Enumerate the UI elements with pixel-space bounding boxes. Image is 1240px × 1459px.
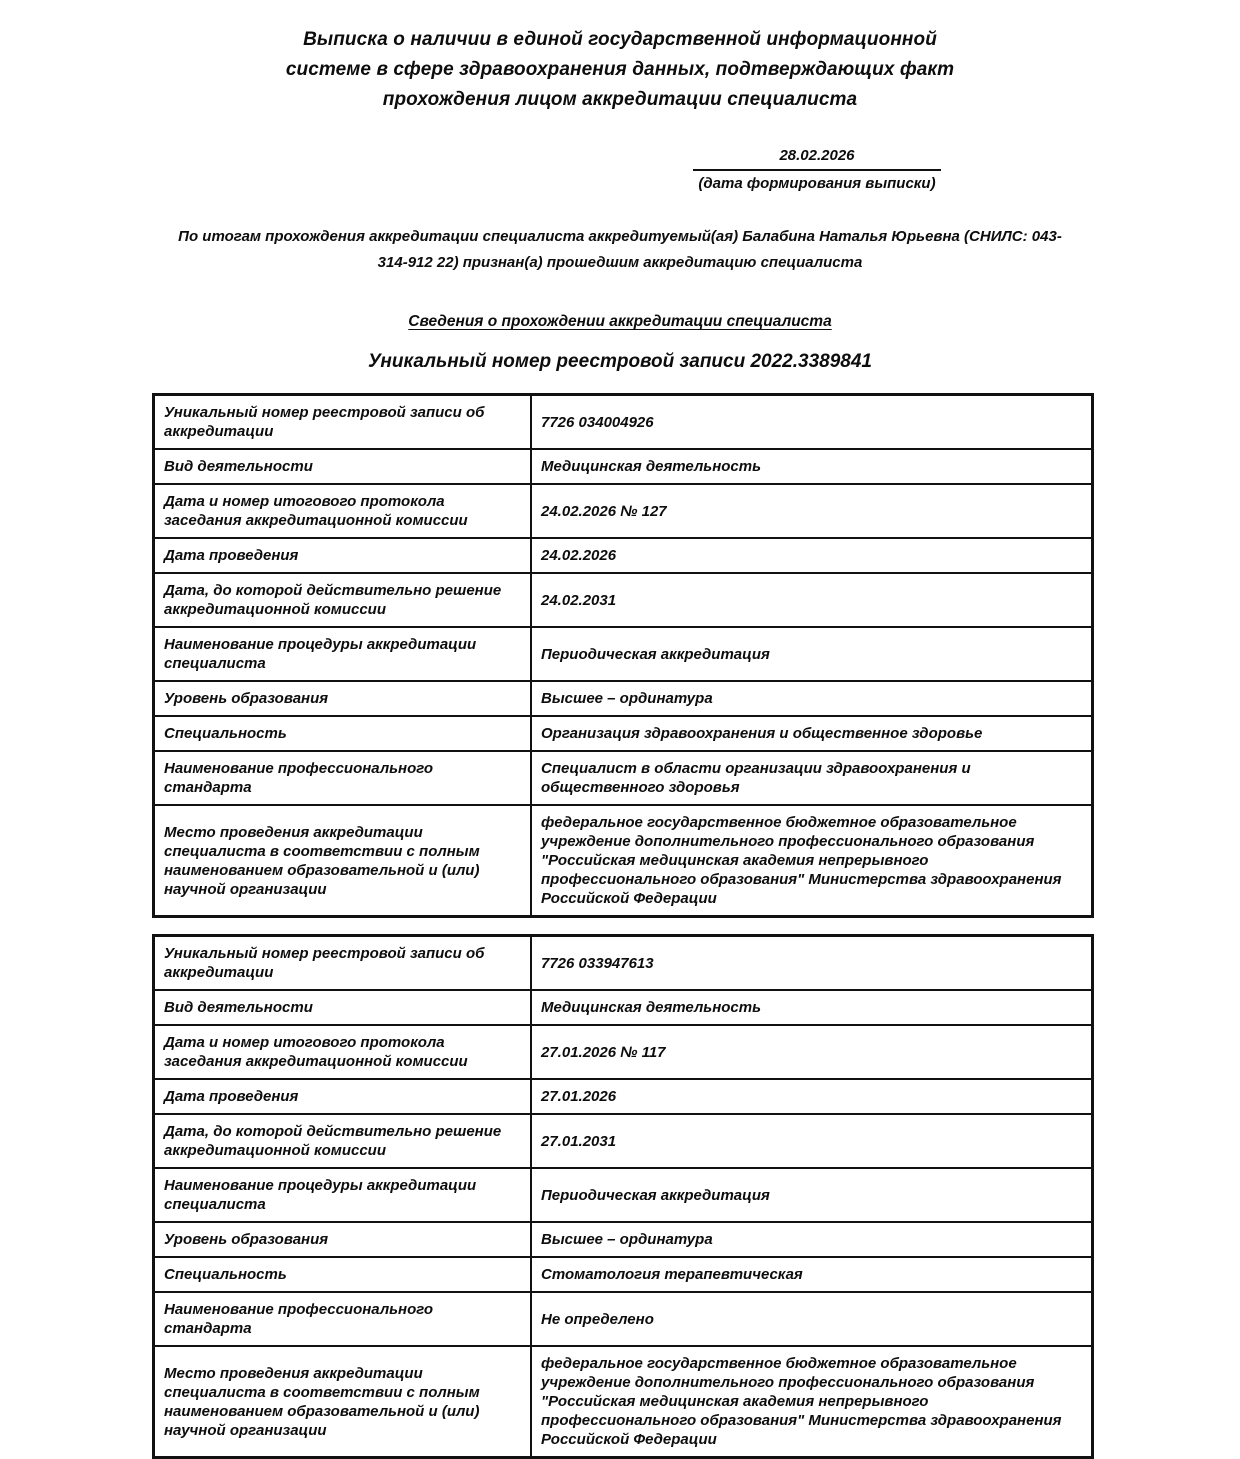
row-value: Не определено [531,1292,1093,1346]
table-row [154,1079,1093,1114]
row-value: 7726 034004926 [531,395,1093,450]
row-label: Дата, до которой действительно решение аккредитационной комиссии [154,1114,532,1168]
generation-date-caption: (дата формирования выписки) [698,175,936,192]
row-value: Высшее – ординатура [531,1222,1093,1257]
row-label: Дата, до которой действительно решение аккредитационной комиссии [154,573,532,627]
document-title-line: системе в сфере здравоохранения данных, подтверждающих факт [285,59,955,80]
intro-line: 314-912 22) признан(а) прошедшим аккредитацию специалиста [377,254,863,271]
accreditation-table-2 [152,934,1094,1459]
registry-record-heading: Уникальный номер реестровой записи 2022.3389841 [368,351,872,372]
row-label: Дата проведения [154,538,532,573]
row-value: Периодическая аккредитация [531,627,1093,681]
row-value: Периодическая аккредитация [531,1168,1093,1222]
row-label: Наименование профессионального стандарта [154,751,532,805]
row-value: 24.02.2031 [531,573,1093,627]
row-value: федеральное государственное бюджетное образовательное учреждение дополнительного профессионального образования "Российская медицинская академия непрерывного профессионального образования" Министерства здравоохранения Российской Федерации [531,1346,1093,1458]
row-value: Медицинская деятельность [531,990,1093,1025]
row-value: Стоматология терапевтическая [531,1257,1093,1292]
row-label: Дата и номер итогового протокола заседания аккредитационной комиссии [154,484,532,538]
row-value: 24.02.2026 [531,538,1093,573]
table-row [154,681,1093,716]
section-heading: Сведения о прохождении аккредитации специалиста [408,313,832,330]
generation-date: 28.02.2026 [693,146,941,171]
table-row [154,573,1093,627]
row-value: Медицинская деятельность [531,449,1093,484]
row-label: Вид деятельности [154,990,532,1025]
row-label: Уровень образования [154,681,532,716]
intro-line: По итогам прохождения аккредитации специалиста аккредитуемый(ая) Балабина Наталья Юрьевна (СНИЛС: 043- [178,228,1062,245]
table-row [154,538,1093,573]
document-title-line: Выписка о наличии в единой государственной информационной [303,29,937,50]
row-label: Специальность [154,716,532,751]
table-row [154,990,1093,1025]
accreditation-table-1 [152,393,1094,918]
row-label: Наименование процедуры аккредитации специалиста [154,627,532,681]
table-row [154,1346,1093,1458]
table-row [154,1114,1093,1168]
row-value: 27.01.2026 [531,1079,1093,1114]
row-label: Уровень образования [154,1222,532,1257]
row-value: 27.01.2026 № 117 [531,1025,1093,1079]
row-label: Место проведения аккредитации специалиста в соответствии с полным наименованием образовательной и (или) научной организации [154,805,532,917]
row-value: федеральное государственное бюджетное образовательное учреждение дополнительного профессионального образования "Российская медицинская академия непрерывного профессионального образования" Министерства здравоохранения Российской Федерации [531,805,1093,917]
row-value: 24.02.2026 № 127 [531,484,1093,538]
table-row [154,936,1093,991]
row-label: Вид деятельности [154,449,532,484]
table-row [154,1168,1093,1222]
table-row [154,1292,1093,1346]
intro-paragraph [152,224,1088,276]
document-title [152,0,1088,115]
table-row [154,484,1093,538]
row-label: Дата и номер итогового протокола заседания аккредитационной комиссии [154,1025,532,1079]
row-label: Наименование профессионального стандарта [154,1292,532,1346]
table-row [154,395,1093,450]
table-row [154,449,1093,484]
table-row [154,1025,1093,1079]
row-label: Место проведения аккредитации специалиста в соответствии с полным наименованием образовательной и (или) научной организации [154,1346,532,1458]
table-row [154,751,1093,805]
document-title-line: прохождения лицом аккредитации специалиста [382,89,858,110]
table-row [154,716,1093,751]
row-value: Специалист в области организации здравоохранения и общественного здоровья [531,751,1093,805]
row-label: Специальность [154,1257,532,1292]
row-value: 7726 033947613 [531,936,1093,991]
row-value: Высшее – ординатура [531,681,1093,716]
row-label: Наименование процедуры аккредитации специалиста [154,1168,532,1222]
row-label: Дата проведения [154,1079,532,1114]
row-label: Уникальный номер реестровой записи об аккредитации [154,395,532,450]
table-row [154,1222,1093,1257]
document-page [152,0,1088,1459]
row-value: Организация здравоохранения и общественное здоровье [531,716,1093,751]
table-row [154,1257,1093,1292]
table-row [154,805,1093,917]
row-label: Уникальный номер реестровой записи об аккредитации [154,936,532,991]
generation-date-block [693,146,941,194]
row-value: 27.01.2031 [531,1114,1093,1168]
table-row [154,627,1093,681]
